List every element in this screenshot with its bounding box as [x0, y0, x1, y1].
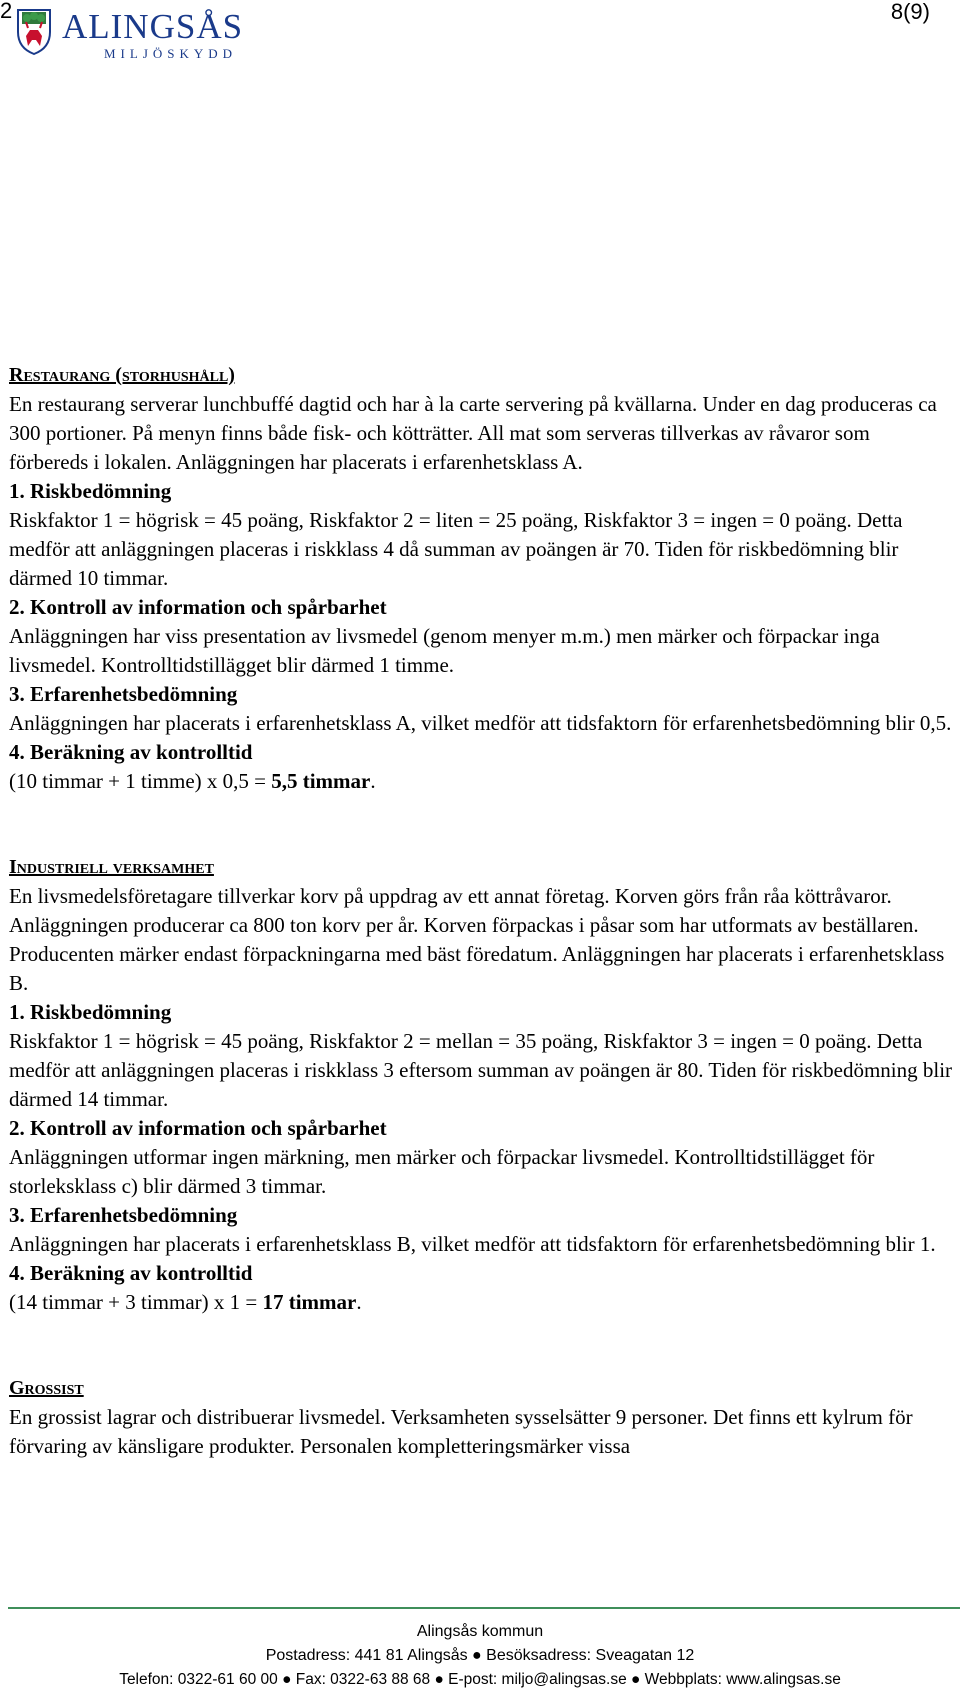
paragraph-control: Anläggningen utformar ingen märkning, men märker och förpackar livsmedel. Kontrolltidstillägget för storleksklass c) blir därmed 3 timmar. — [9, 1145, 875, 1198]
subheading-control: 2. Kontroll av information och spårbarhet — [9, 1116, 387, 1140]
page-number: 8(9) — [890, 0, 930, 24]
logo-subtitle: MILJÖSKYDD — [104, 46, 238, 61]
paragraph-experience: Anläggningen har placerats i erfarenhetsklass A, vilket medför att tidsfaktorn för erfarenhetsbedömning blir 0,5. — [9, 711, 952, 735]
subheading-calculation: 4. Beräkning av kontrolltid — [9, 1261, 253, 1285]
alingsas-logo — [14, 6, 274, 64]
section-title: Grossist — [9, 1377, 84, 1399]
logo-name: ALINGSÅS — [62, 7, 244, 46]
footer-contact: Telefon: 0322-61 60 00 ● Fax: 0322-63 88 68 ● E-post: miljo@alingsas.se ● Webbplats: www.alingsas.se — [119, 1671, 841, 1688]
subheading-experience: 3. Erfarenhetsbedömning — [9, 1203, 238, 1227]
section-industri — [9, 852, 954, 1317]
section-intro: En restaurang serverar lunchbuffé dagtid och har à la carte servering på kvällarna. Under en dag produceras ca 300 portioner. På menyn finns både fisk- och kötträtter. All mat som serveras tillverkas av råvaror som förbereds i lokalen. Anläggningen har placerats i erfarenhetsklass A. — [9, 392, 937, 474]
section-title: Restaurang (storhushåll) — [9, 364, 235, 386]
section-intro: En livsmedelsföretagare tillverkar korv på uppdrag av ett annat företag. Korven görs från råa köttråvaror. Anläggningen producerar ca 800 ton korv per år. Korven förpackas i påsar som har utformats av beställaren. Producenten märker endast förpackningarna med bäst föredatum. Anläggningen har placerats i erfarenhetsklass B. — [9, 884, 945, 995]
paragraph-calculation: (14 timmar + 3 timmar) x 1 = 17 timmar. — [9, 1290, 362, 1314]
paragraph-control: Anläggningen har viss presentation av livsmedel (genom menyer m.m.) men märker och förpackar inga livsmedel. Kontrolltidstillägget blir därmed 1 timme. — [9, 624, 880, 677]
subheading-calculation: 4. Beräkning av kontrolltid — [9, 740, 253, 764]
section-restaurang — [9, 360, 954, 796]
subheading-risk: 1. Riskbedömning — [9, 479, 172, 503]
page-footer — [0, 1620, 960, 1692]
subheading-experience: 3. Erfarenhetsbedömning — [9, 682, 238, 706]
subheading-risk: 1. Riskbedömning — [9, 1000, 172, 1024]
page-number-left: 2 — [0, 0, 13, 23]
paragraph-risk: Riskfaktor 1 = högrisk = 45 poäng, Riskfaktor 2 = mellan = 35 poäng, Riskfaktor 3 = ingen = 0 poäng. Detta medför att anläggningen placeras i riskklass 3 eftersom summan av poängen är 80. Tiden för riskbedömning blir därmed 14 timmar. — [9, 1029, 953, 1111]
document-body — [9, 360, 954, 1461]
section-grossist — [9, 1373, 954, 1461]
footer-address: Postadress: 441 81 Alingsås ● Besöksadress: Sveagatan 12 — [265, 1647, 695, 1664]
coat-of-arms-icon — [14, 6, 54, 56]
section-intro: En grossist lagrar och distribuerar livsmedel. Verksamheten sysselsätter 9 personer. Det finns ett kylrum för förvaring av känsligare produkter. Personalen kompletteringsmärker vissa — [9, 1405, 913, 1458]
footer-org: Alingsås kommun — [416, 1623, 544, 1640]
subheading-control: 2. Kontroll av information och spårbarhet — [9, 595, 387, 619]
section-title: Industriell verksamhet — [9, 856, 214, 878]
footer-divider — [8, 1607, 960, 1609]
paragraph-calculation: (10 timmar + 1 timme) x 0,5 = 5,5 timmar. — [9, 769, 376, 793]
paragraph-risk: Riskfaktor 1 = högrisk = 45 poäng, Riskfaktor 2 = liten = 25 poäng, Riskfaktor 3 = ingen = 0 poäng. Detta medför att anläggningen placeras i riskklass 4 då summan av poängen är 70. Tiden för riskbedömning blir därmed 10 timmar. — [9, 508, 903, 590]
paragraph-experience: Anläggningen har placerats i erfarenhetsklass B, vilket medför att tidsfaktorn för erfarenhetsbedömning blir 1. — [9, 1232, 936, 1256]
